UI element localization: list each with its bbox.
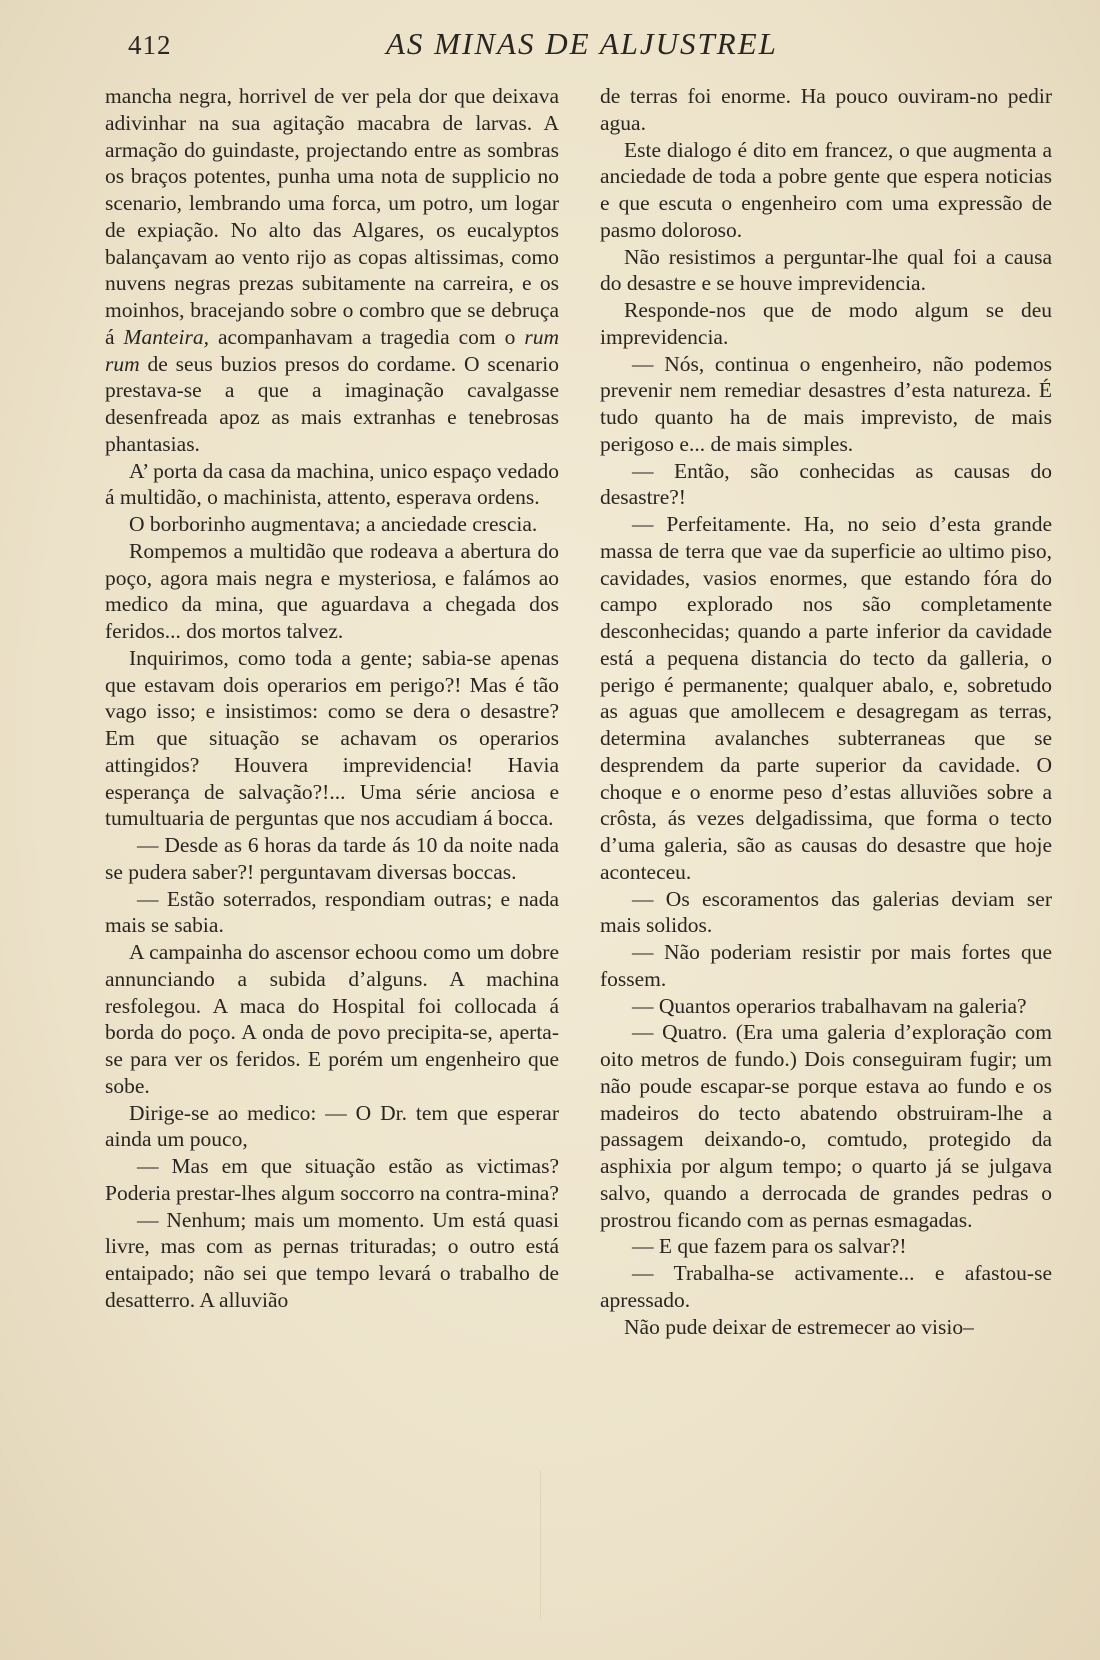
- paragraph: Não resistimos a perguntar-lhe qual foi a causa do desastre e se houve imprevidencia.: [600, 244, 1052, 296]
- page-header: [0, 26, 1100, 66]
- dialogue-paragraph: — Os escoramentos das galerias deviam ser mais solidos.: [600, 886, 1052, 938]
- dialogue-paragraph: — Estão soterrados, respondiam outras; e nada mais se sabia.: [105, 886, 559, 938]
- paragraph-text: de seus buzios presos do cordame. O scenario prestava-se a que a imaginação cavalgasse desenfreada apoz as mais extranhas e tenebrosas phantasias.: [105, 351, 560, 456]
- dialogue-paragraph: — Nenhum; mais um momento. Um está quasi livre, mas com as pernas trituradas; o outro está entaipado; não sei que tempo levará o trabalho de desatterro. A alluvião: [105, 1207, 559, 1312]
- paragraph: A’ porta da casa da machina, unico espaço vedado á multidão, o machinista, attento, esperava ordens.: [105, 458, 560, 510]
- italic-place-name: Manteira,: [123, 324, 209, 349]
- paragraph-text: acompanhavam a tragedia com o: [217, 324, 516, 349]
- paragraph: de terras foi enorme. Ha pouco ouviram-no pedir agua.: [600, 84, 1052, 135]
- dialogue-paragraph: — E que fazem para os salvar?!: [632, 1234, 907, 1259]
- dialogue-paragraph: — Quantos operarios trabalhavam na galeria?: [632, 993, 1027, 1018]
- paragraph: Dirige-se ao medico: — O Dr. tem que esperar ainda um pouco,: [105, 1100, 559, 1152]
- italic-onomatopoeia: rum rum: [105, 324, 560, 376]
- running-title: AS MINAS DE ALJUSTREL: [386, 26, 778, 61]
- right-column: [600, 83, 1052, 1340]
- paragraph: Rompemos a multidão que rodeava a abertura do poço, agora mais negra e mysteriosa, e falámos ao medico da mina, que aguardava a chegada dos feridos... dos mortos talvez.: [105, 538, 559, 643]
- paragraph: O borborinho augmentava; a anciedade crescia.: [129, 512, 538, 536]
- dialogue-paragraph: — Então, são conhecidas as causas do desastre?!: [600, 458, 1052, 510]
- gutter-crease: [540, 1470, 541, 1620]
- dialogue-paragraph: — Quatro. (Era uma galeria d’exploração com oito metros de fundo.) Dois conseguiram fugir; um não poude escapar-se porque estava ao fundo e os madeiros do tecto abatendo obstruiram-lhe a passagem deixando-o, comtudo, protegido da asphixia por algum tempo; o quarto já se julgava salvo, quando a derrocada de grandes pedras o prostrou ficando com as pernas esmagadas.: [600, 1020, 1052, 1232]
- paragraph: Responde-nos que de modo algum se deu imprevidencia.: [600, 298, 1052, 349]
- paragraph: Não pude deixar de estremecer ao visio–: [624, 1314, 974, 1339]
- dialogue-paragraph: — Trabalha-se activamente... e afastou-se apressado.: [600, 1261, 1052, 1312]
- dialogue-paragraph: — Desde as 6 horas da tarde ás 10 da noite nada se pudera saber?! perguntavam diversas boccas.: [105, 833, 559, 884]
- paragraph: A campainha do ascensor echoou como um dobre annunciando a subida d’alguns. A machina resfolegou. A maca do Hospital foi collocada á borda do poço. A onda de povo precipita-se, aperta-se para ver os feridos. E porém um engenheiro que sobe.: [105, 940, 559, 1098]
- left-column: [105, 83, 559, 1314]
- paragraph: Este dialogo é dito em francez, o que augmenta a anciedade de toda a pobre gente que espera noticias e que escuta o engenheiro com uma expressão de pasmo doloroso.: [600, 137, 1052, 242]
- paragraph-text: mancha negra, horrivel de ver pela dor que deixava adivinhar na sua agitação macabra de larvas. A armação do guindaste, projectando entre as sombras os braços potentes, punha uma nota de supplicio no scenario, lembrando uma forca, um potro, um logar de expiação. No alto das Algares, os eucalyptos balançavam ao vento rijo as copas altissimas, como nuvens negras prezas subitamente na carreira, e os moinhos, bracejando sobre o combro que se debruça á: [105, 84, 559, 349]
- paragraph: Inquirimos, como toda a gente; sabia-se apenas que estavam dois operarios em perigo?! Mas é tão vago isso; e insistimos: como se dera o desastre? Em que situação se achavam os operarios attingidos? Houvera imprevidencia! Havia esperança de salvação?!... Uma série anciosa e tumultuaria de perguntas que nos accudiam á bocca.: [105, 645, 559, 831]
- paragraph: [105, 83, 559, 458]
- dialogue-paragraph: — Nós, continua o engenheiro, não podemos prevenir nem remediar desastres d’esta natureza. É tudo quanto ha de mais imprevisto, de mais perigoso e... de mais simples.: [600, 351, 1052, 456]
- dialogue-paragraph: — Não poderiam resistir por mais fortes que fossem.: [600, 940, 1052, 991]
- dialogue-paragraph: — Perfeitamente. Ha, no seio d’esta grande massa de terra que vae da superficie ao ultimo piso, cavidades, vasios enormes, que estando fóra do campo explorado nos são completamente desconhecidas; quando a parte inferior da cavidade está a pequena distancia do tecto da galleria, o perigo é permanente; qualquer abalo, e, sobretudo as aguas que amollecem e desagregam as terras, determina avalanches subterraneas que se desprendem da parte superior da cavidade. O choque e o enorme peso d’estas alluviões sobre a crôsta, ás vezes delgadissima, que forma o tecto d’uma galeria, são as causas do desastre que hoje aconteceu.: [600, 512, 1052, 884]
- page-number: 412: [128, 30, 172, 60]
- dialogue-paragraph: — Mas em que situação estão as victimas? Poderia prestar-lhes algum soccorro na contra-mina?: [105, 1154, 559, 1205]
